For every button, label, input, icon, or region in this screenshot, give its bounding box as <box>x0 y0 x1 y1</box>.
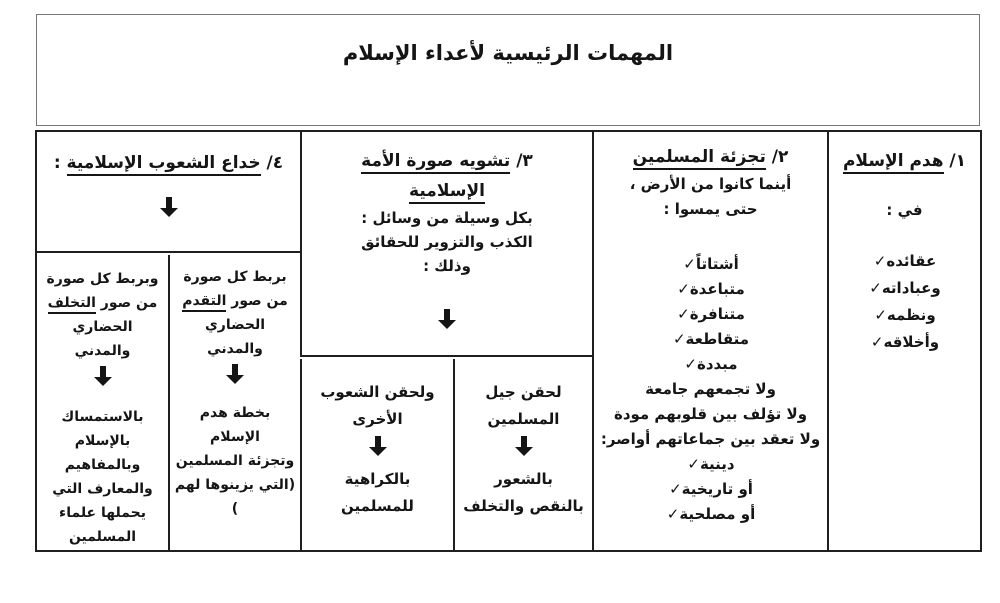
line-prefix: من صور <box>95 295 158 311</box>
line-text: لحقن جيل <box>485 383 562 401</box>
down-arrow-icon <box>444 309 450 320</box>
check-icon: ✓ <box>869 279 882 297</box>
text-line <box>37 315 168 339</box>
text-line <box>37 339 168 363</box>
check-icon: ✓ <box>669 480 682 498</box>
line-text: والمعارف التي <box>52 481 153 497</box>
line-text: الحضاري <box>204 317 266 333</box>
line-text: حتى يمسوا : <box>663 200 758 218</box>
down-arrow-icon <box>100 366 106 377</box>
check-icon: ✓ <box>677 280 690 298</box>
text-line <box>594 377 827 402</box>
line-text: ولا تعقد بين جماعاتهم أواصر: <box>600 430 821 448</box>
line-prefix: ٤/ <box>260 153 284 173</box>
line-text: المسلمين <box>68 529 137 545</box>
underlined-text: التخلف <box>48 295 96 314</box>
underlined-text: هدم الإسلام <box>843 151 944 174</box>
cell-link-backwardness-images <box>37 255 168 550</box>
text-line <box>455 379 592 406</box>
cell-link-progress-images <box>168 255 300 550</box>
down-arrow-row <box>170 361 300 393</box>
line-text: بربط كل صورة <box>183 269 287 285</box>
line-prefix: ٣/ <box>510 151 533 171</box>
text-line <box>594 427 827 452</box>
line-text: وذلك : <box>423 257 471 275</box>
line-text: (التي يزينوها لهم ) <box>170 477 296 517</box>
check-item <box>594 452 827 477</box>
cell-inject-other-peoples <box>300 359 453 550</box>
text-line <box>170 289 300 313</box>
line-prefix: ١/ <box>943 151 967 171</box>
line-text: وتجزئة المسلمين <box>175 453 295 469</box>
line-text: الكذب والتزوير للحقائق <box>361 233 533 251</box>
text-line <box>455 493 592 520</box>
line-text: والمدني <box>74 343 131 359</box>
check-icon: ✓ <box>870 333 884 351</box>
text-line <box>455 466 592 493</box>
text-line <box>302 230 592 254</box>
down-arrow-row <box>455 433 592 466</box>
text-line <box>829 197 980 224</box>
line-text: بالاستمساك <box>61 409 144 425</box>
line-text: مبددة <box>696 355 738 373</box>
text-line <box>302 206 592 230</box>
check-item <box>594 302 827 327</box>
spacer <box>829 175 980 197</box>
text-line <box>37 148 300 178</box>
check-item <box>594 277 827 302</box>
line-text: أشتاتاً <box>695 255 739 273</box>
down-arrow-row <box>302 306 592 337</box>
line-text: يحملها علماء <box>59 505 146 521</box>
underlined-text: الإسلامية <box>409 181 485 204</box>
spacer <box>302 278 592 306</box>
text-line <box>302 406 453 433</box>
line-text: وعباداته <box>881 279 941 297</box>
text-line <box>37 429 168 453</box>
text-line <box>302 176 592 206</box>
spacer <box>829 224 980 248</box>
diagram-grid <box>35 130 982 552</box>
text-line <box>170 401 300 425</box>
column-distort-ummah-image-header <box>300 132 592 357</box>
text-line <box>37 267 168 291</box>
check-icon: ✓ <box>684 355 697 373</box>
text-line <box>594 142 827 172</box>
line-text: دينية <box>699 455 735 473</box>
line-text: الحضاري <box>72 319 133 335</box>
text-line <box>170 337 300 361</box>
down-arrow-icon <box>521 436 527 447</box>
column-deceive-muslim-peoples-header <box>37 132 300 253</box>
column-fragment-muslims <box>592 132 827 550</box>
line-text: في : <box>886 201 923 219</box>
underlined-text: التقدم <box>182 293 226 312</box>
text-line <box>594 402 827 427</box>
text-line <box>170 313 300 337</box>
check-item <box>829 329 980 356</box>
line-text: بالكراهية <box>344 470 411 488</box>
down-arrow-icon <box>232 364 238 375</box>
line-text: أينما كانوا من الأرض ، <box>629 175 792 193</box>
text-line <box>302 254 592 278</box>
line-text: عقائده <box>886 252 937 270</box>
line-text: الأخرى <box>352 410 403 428</box>
check-item <box>829 302 980 329</box>
text-line <box>302 146 592 176</box>
line-prefix: ٢/ <box>765 147 789 167</box>
down-arrow-row <box>37 194 300 226</box>
text-line <box>170 449 300 473</box>
spacer <box>170 393 300 401</box>
line-text: وأخلاقه <box>883 333 940 351</box>
text-line <box>302 379 453 406</box>
underlined-text: خداع الشعوب الإسلامية <box>67 153 261 176</box>
spacer <box>594 222 827 252</box>
line-text: وبالمفاهيم <box>64 457 141 473</box>
text-line <box>170 473 300 521</box>
line-text: متباعدة <box>689 280 745 298</box>
check-icon: ✓ <box>874 306 887 324</box>
spacer <box>37 395 168 405</box>
text-line <box>37 291 168 315</box>
line-text: ونظمه <box>886 306 936 324</box>
text-line <box>302 466 453 493</box>
check-item <box>594 502 827 527</box>
text-line <box>170 425 300 449</box>
check-item <box>594 477 827 502</box>
check-icon: ✓ <box>666 505 680 523</box>
check-icon: ✓ <box>672 330 686 348</box>
check-item <box>829 248 980 275</box>
line-text: الإسلام <box>210 429 260 445</box>
text-line <box>37 477 168 501</box>
line-text: المسلمين <box>487 410 560 428</box>
check-item <box>594 352 827 377</box>
check-icon: ✓ <box>687 455 700 473</box>
line-suffix: : <box>53 153 67 173</box>
check-icon: ✓ <box>683 255 696 273</box>
line-text: أو مصلحية <box>679 505 756 523</box>
check-icon: ✓ <box>873 252 887 270</box>
down-arrow-icon <box>375 436 381 447</box>
check-item <box>594 327 827 352</box>
line-prefix: من صور <box>226 293 288 309</box>
text-line <box>37 501 168 525</box>
line-text: وبربط كل صورة <box>46 271 159 287</box>
underlined-text: تجزئة المسلمين <box>633 147 766 170</box>
line-text: بالنقص والتخلف <box>463 497 584 515</box>
line-text: متنافرة <box>689 305 745 323</box>
line-text: والمدني <box>207 341 263 357</box>
column-demolish-islam <box>827 132 980 550</box>
line-text: ولا تجمعهم جامعة <box>645 380 776 398</box>
text-line <box>37 453 168 477</box>
page-title: المهمات الرئيسية لأعداء الإسلام <box>342 41 674 65</box>
cell-inject-muslim-generation <box>453 359 592 550</box>
down-arrow-row <box>37 363 168 395</box>
text-line <box>455 406 592 433</box>
text-line <box>37 405 168 429</box>
check-item <box>829 275 980 302</box>
line-text: ولحقن الشعوب <box>320 383 435 401</box>
line-text: ولا تؤلف بين قلوبهم مودة <box>613 405 808 423</box>
line-text: بخطة هدم <box>199 405 271 421</box>
check-icon: ✓ <box>677 305 690 323</box>
line-text: للمسلمين <box>341 497 414 515</box>
text-line <box>37 525 168 549</box>
text-line <box>594 197 827 222</box>
line-text: بالإسلام <box>74 433 131 449</box>
down-arrow-icon <box>166 197 172 208</box>
text-line <box>170 265 300 289</box>
down-arrow-row <box>302 433 453 466</box>
line-text: متقاطعة <box>685 330 750 348</box>
underlined-text: تشويه صورة الأمة <box>361 151 510 174</box>
spacer <box>37 178 300 194</box>
text-line <box>829 148 980 175</box>
check-item <box>594 252 827 277</box>
line-text: بكل وسيلة من وسائل : <box>361 209 533 227</box>
line-text: بالشعور <box>494 470 553 488</box>
title-box <box>36 14 980 126</box>
line-text: أو تاريخية <box>681 480 753 498</box>
text-line <box>302 493 453 520</box>
text-line <box>594 172 827 197</box>
